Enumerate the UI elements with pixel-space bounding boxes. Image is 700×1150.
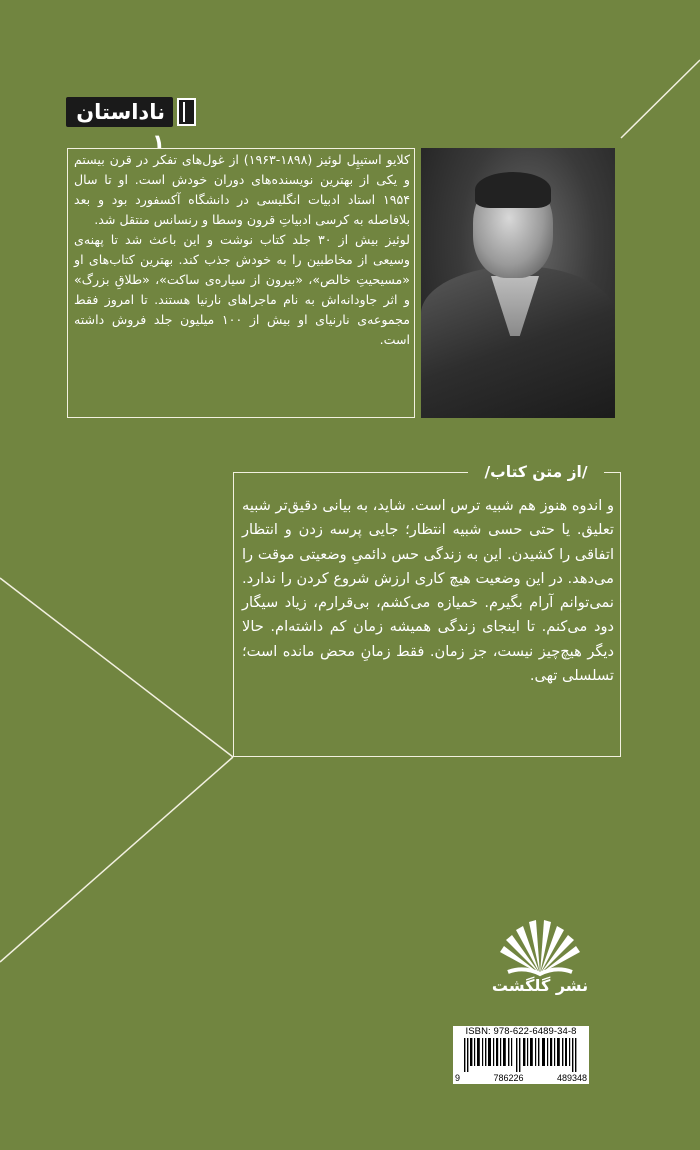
excerpt-title: /از متن کتاب/ (468, 460, 604, 484)
isbn-number: ISBN: 978-622-6489-34-8 (465, 1026, 577, 1037)
barcode-digits (455, 1073, 587, 1083)
series-badge (66, 96, 196, 154)
barcode-bars (458, 1038, 586, 1072)
author-portrait-photo (421, 148, 615, 418)
excerpt-text: و اندوه هنوز هم شبیه ترس است. شاید، به بیانی دقیق‌تر شبیه تعلیق. یا حتی حسی شبیه انتظار؛ جایی پرسه زدن و انتظار اتفاقی را کشیدن. این به زندگی حس دائمیِ وضعیتی موقت را می‌دهد. در این وضعیت هیچ کاری ارزش شروع کردن را ندارد. نمی‌توانم آرام بگیرم. خمیازه می‌کشم، بی‌قرارم، زیاد سیگار دود می‌کنم. تا اینجای زندگی همیشه زمان کم داشته‌ام. حالا دیگر هیچ‌چیز نیست، جز زمان. فقط زمانِ محض مانده است؛ تسلسلی تهی. (242, 497, 614, 685)
bio-paragraph: کلایو استیپِل لوئیز (۱۸۹۸-۱۹۶۳) از غول‌های تفکر در قرن بیستم و یکی از بهترین نویسنده‌های دوران خودش است. او تا سال ۱۹۵۴ استاد ادبیات انگلیسی در دانشگاه آکسفورد بود و بعد بلافاصله به کرسی ادبیاتِ قرون وسطا و رنسانس منتقل شد. (74, 152, 411, 227)
ean-digit-left: 9 (455, 1073, 461, 1083)
author-bio (74, 150, 410, 350)
book-icon (177, 98, 196, 126)
bio-paragraph: لوئیز بیش از ۳۰ جلد کتاب نوشت و این باعث شد تا پهنه‌ی وسیعی از مخاطبین را به خودش جذب کند. بهترین کتاب‌های او «مسیحیتِ خالص»، «بیرون از سیاره‌ی ساکت»، «طلاقِ بزرگ» و اثر جاودانه‌اش به نام ماجراهای نارنیا هستند. تا امروز فقط مجموعه‌ی نارنیای او بیش از ۱۰۰ میلیون جلد فروش داشته است. (74, 232, 411, 347)
publisher-name: نشر گلگشت (491, 976, 589, 995)
ean-digits-right: 489348 (556, 1073, 587, 1083)
ean-digits-mid: 786226 (493, 1073, 524, 1083)
series-label: ناداستان ۱ (66, 97, 173, 127)
